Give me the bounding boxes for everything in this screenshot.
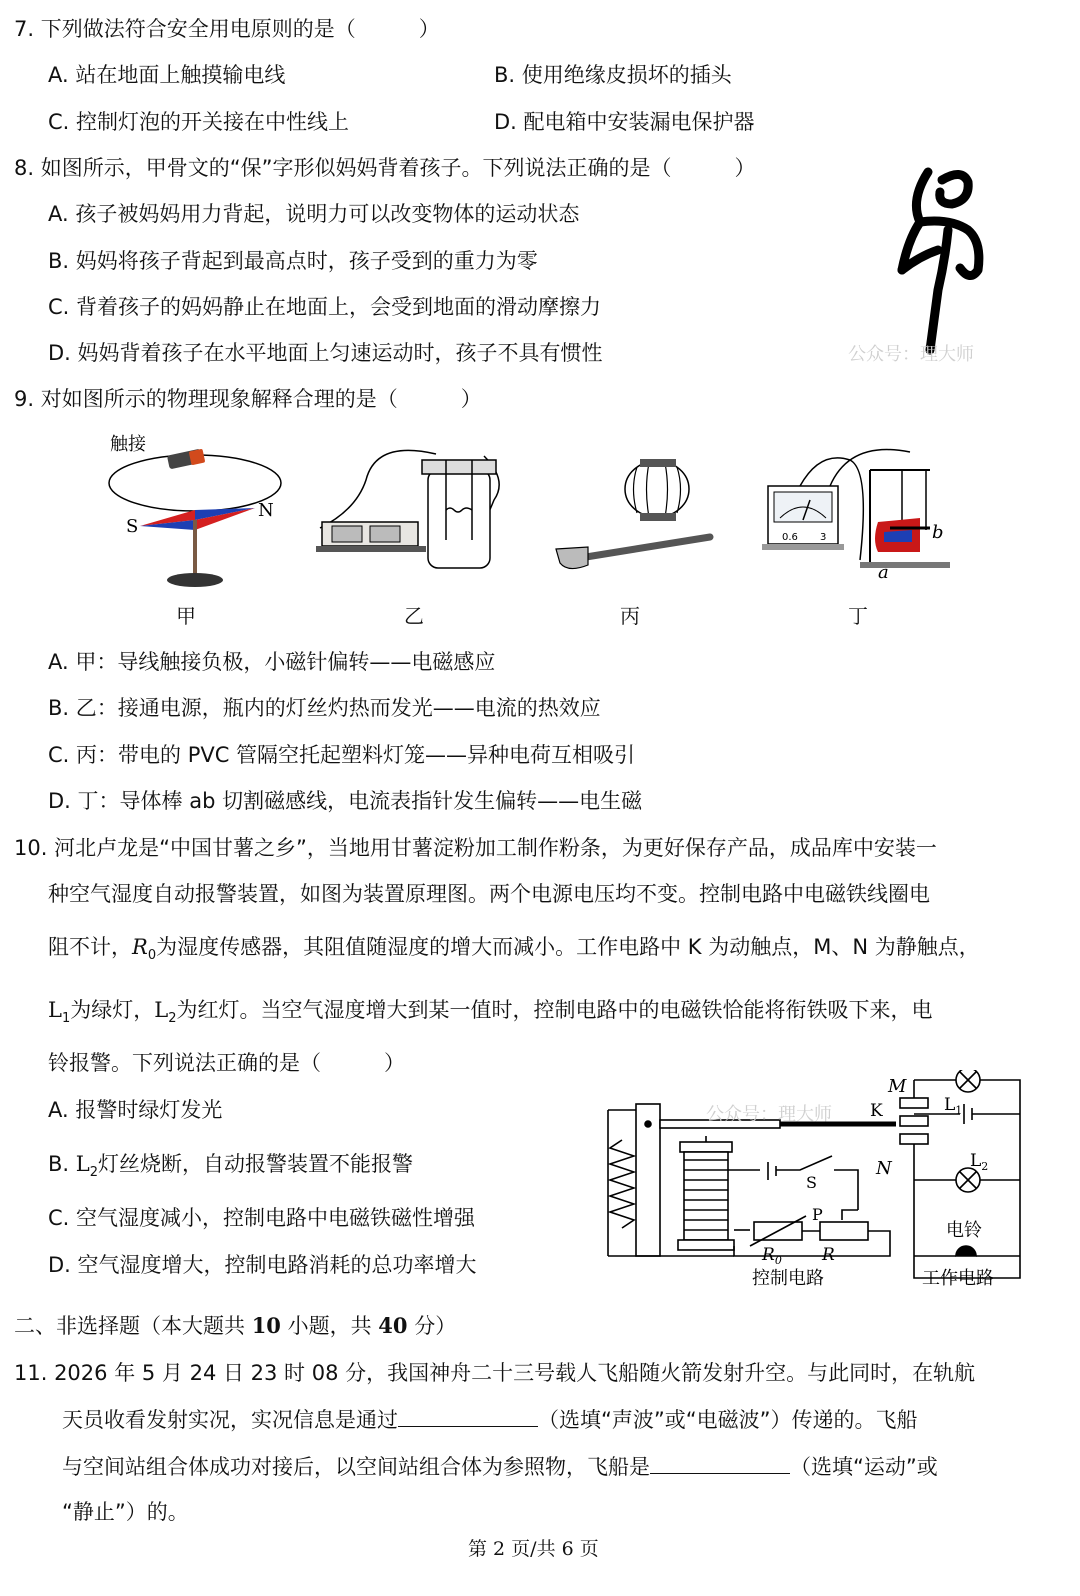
switch-s-label: S xyxy=(806,1173,817,1192)
figure-bing-lantern xyxy=(552,455,717,575)
contact-n-label: N xyxy=(876,1158,892,1179)
q10-line-4-b: 为红灯。当空气湿度增大到某一值时，控制电路中的电磁铁恰能将衔铁吸下来，电 xyxy=(176,998,933,1022)
q11-line-4: “静止”）的。 xyxy=(62,1500,189,1524)
slider-p-label: P xyxy=(812,1205,823,1224)
q8-option-b: B. 妈妈将孩子背起到最高点时，孩子受到的重力为零 xyxy=(48,249,538,273)
watermark-q10: 公众号：理大师 xyxy=(706,1104,832,1125)
q8-stem: 8. 如图所示，甲骨文的“保”字形似妈妈背着孩子。下列说法正确的是（ ） xyxy=(14,156,756,180)
q10-line-3 xyxy=(48,932,980,971)
answer-blank-2[interactable] xyxy=(650,1451,790,1474)
resistor-r-label: R xyxy=(822,1245,835,1265)
q10-option-b-text: 灯丝烧断，自动报警装置不能报警 xyxy=(98,1152,413,1176)
q10-option-b-l2-sub: 2 xyxy=(89,1165,98,1181)
q7-option-a: A. 站在地面上触摸输电线 xyxy=(48,63,286,87)
section-2-pre: 二、非选择题（本大题共 xyxy=(14,1314,252,1338)
contact-k-label: K xyxy=(870,1101,883,1121)
q11-line-3 xyxy=(62,1451,938,1482)
q7-option-c: C. 控制灯泡的开关接在中性线上 xyxy=(48,110,350,134)
r0-subscript: 0 xyxy=(147,948,157,964)
resistor-r0-label xyxy=(761,1245,782,1267)
section-2-points: 40 xyxy=(378,1313,408,1338)
caption-jia: 甲 xyxy=(176,604,196,628)
n-pole-label: N xyxy=(258,500,274,521)
meter-label-3: 3 xyxy=(820,532,827,543)
lamp-l2-label xyxy=(970,1151,988,1173)
q10-option-d: D. 空气湿度增大，控制电路消耗的总功率增大 xyxy=(48,1253,477,1277)
touch-label: 触接 xyxy=(110,434,146,455)
bell-label: 电铃 xyxy=(946,1220,982,1241)
caption-ding: 丁 xyxy=(848,604,868,628)
q8-option-c: C. 背着孩子的妈妈静止在地面上，会受到地面的滑动摩擦力 xyxy=(48,295,602,319)
q7-stem: 7. 下列做法符合安全用电原则的是（ ） xyxy=(14,17,440,41)
r0-symbol: R xyxy=(132,935,148,959)
q9-option-d: D. 丁：导体棒 ab 切割磁感线，电流表指针发生偏转——电生磁 xyxy=(48,789,643,813)
label-b: b xyxy=(932,522,944,543)
q9-stem: 9. 对如图所示的物理现象解释合理的是（ ） xyxy=(14,387,482,411)
q7-option-d: D. 配电箱中安装漏电保护器 xyxy=(494,110,755,134)
resistor-r0-letter: R xyxy=(762,1245,775,1265)
q11-line-2 xyxy=(62,1404,918,1435)
section-2-post: 分） xyxy=(407,1314,457,1338)
l1-subscript: 1 xyxy=(61,1011,71,1027)
l1-symbol: L xyxy=(48,998,62,1022)
q11-line-2-b: （选填“声波”或“电磁波”）传递的。飞船 xyxy=(538,1408,918,1432)
q9-option-b: B. 乙：接通电源，瓶内的灯丝灼热而发光——电流的热效应 xyxy=(48,696,601,720)
q10-line-3-b: 为湿度传感器，其阻值随湿度的增大而减小。工作电路中 K 为动触点，M、N 为静触点， xyxy=(156,935,980,959)
caption-yi: 乙 xyxy=(404,604,424,628)
q9-option-c: C. 丙：带电的 PVC 管隔空托起塑料灯笼——异种电荷互相吸引 xyxy=(48,743,636,767)
q10-line-4-a: 为绿灯， xyxy=(70,998,155,1022)
lamp-l2-sub: 2 xyxy=(981,1160,989,1173)
caption-bing: 丙 xyxy=(620,604,640,628)
section-2-heading xyxy=(14,1311,456,1341)
answer-blank-1[interactable] xyxy=(398,1404,538,1427)
q10-option-b-l2: L xyxy=(75,1152,90,1176)
q11-line-2-a: 天员收看发射实况，实况信息是通过 xyxy=(62,1408,398,1432)
q11-line-3-b: （选填“运动”或 xyxy=(790,1455,938,1479)
q10-option-a: A. 报警时绿灯发光 xyxy=(48,1098,223,1122)
meter-label-0-6: 0.6 xyxy=(782,532,798,543)
q10-line-2: 种空气湿度自动报警装置，如图为装置原理图。两个电源电压均不变。控制电路中电磁铁线圈电 xyxy=(48,882,930,906)
q8-option-a: A. 孩子被妈妈用力背起，说明力可以改变物体的运动状态 xyxy=(48,202,580,226)
q10-line-5: 铃报警。下列说法正确的是（ ） xyxy=(48,1051,405,1075)
figure-yi-bulb-jar xyxy=(316,440,506,575)
work-circuit-label: 工作电路 xyxy=(922,1268,994,1289)
section-2-mid: 小题，共 xyxy=(280,1314,379,1338)
lamp-l2-letter: L xyxy=(970,1151,982,1171)
control-circuit-label: 控制电路 xyxy=(752,1268,824,1289)
q10-line-3-a: 阻不计， xyxy=(48,935,132,959)
q11-line-3-a: 与空间站组合体成功对接后，以空间站组合体为参照物，飞船是 xyxy=(62,1455,650,1479)
q7-option-b: B. 使用绝缘皮损坏的插头 xyxy=(494,63,732,87)
watermark-q8: 公众号：理大师 xyxy=(848,344,974,365)
lamp-l1-sub: 1 xyxy=(955,1104,963,1117)
s-pole-label: S xyxy=(126,516,139,537)
oracle-bone-bao-figure xyxy=(890,160,1000,360)
q9-option-a: A. 甲：导线触接负极，小磁针偏转——电磁感应 xyxy=(48,650,496,674)
q11-line-1: 11. 2026 年 5 月 24 日 23 时 08 分，我国神舟二十三号载人飞船随火箭发射升空。与此同时，在轨航 xyxy=(14,1361,976,1385)
lamp-l1-label xyxy=(944,1095,962,1117)
q10-option-c: C. 空气湿度减小，控制电路中电磁铁磁性增强 xyxy=(48,1206,476,1230)
lamp-l1-letter: L xyxy=(944,1095,956,1115)
l2-symbol: L xyxy=(154,998,169,1022)
l2-subscript: 2 xyxy=(168,1011,177,1027)
label-a: a xyxy=(878,562,889,580)
section-2-count: 10 xyxy=(251,1313,281,1338)
resistor-r0-sub: 0 xyxy=(774,1254,782,1267)
q8-option-d: D. 妈妈背着孩子在水平地面上匀速运动时，孩子不具有惯性 xyxy=(48,341,603,365)
figure-jia-compass xyxy=(100,428,290,598)
figure-ding-galvanometer xyxy=(760,440,960,580)
q10-line-4 xyxy=(48,995,932,1034)
q10-line-1: 10. 河北卢龙是“中国甘薯之乡”，当地用甘薯淀粉加工制作粉条，为更好保存产品，成品库中安装一 xyxy=(14,836,937,860)
q10-option-b-prefix: B. xyxy=(48,1152,76,1176)
page-footer: 第 2 页/共 6 页 xyxy=(468,1538,599,1560)
q10-option-b xyxy=(48,1149,413,1188)
contact-m-label: M xyxy=(888,1076,907,1097)
